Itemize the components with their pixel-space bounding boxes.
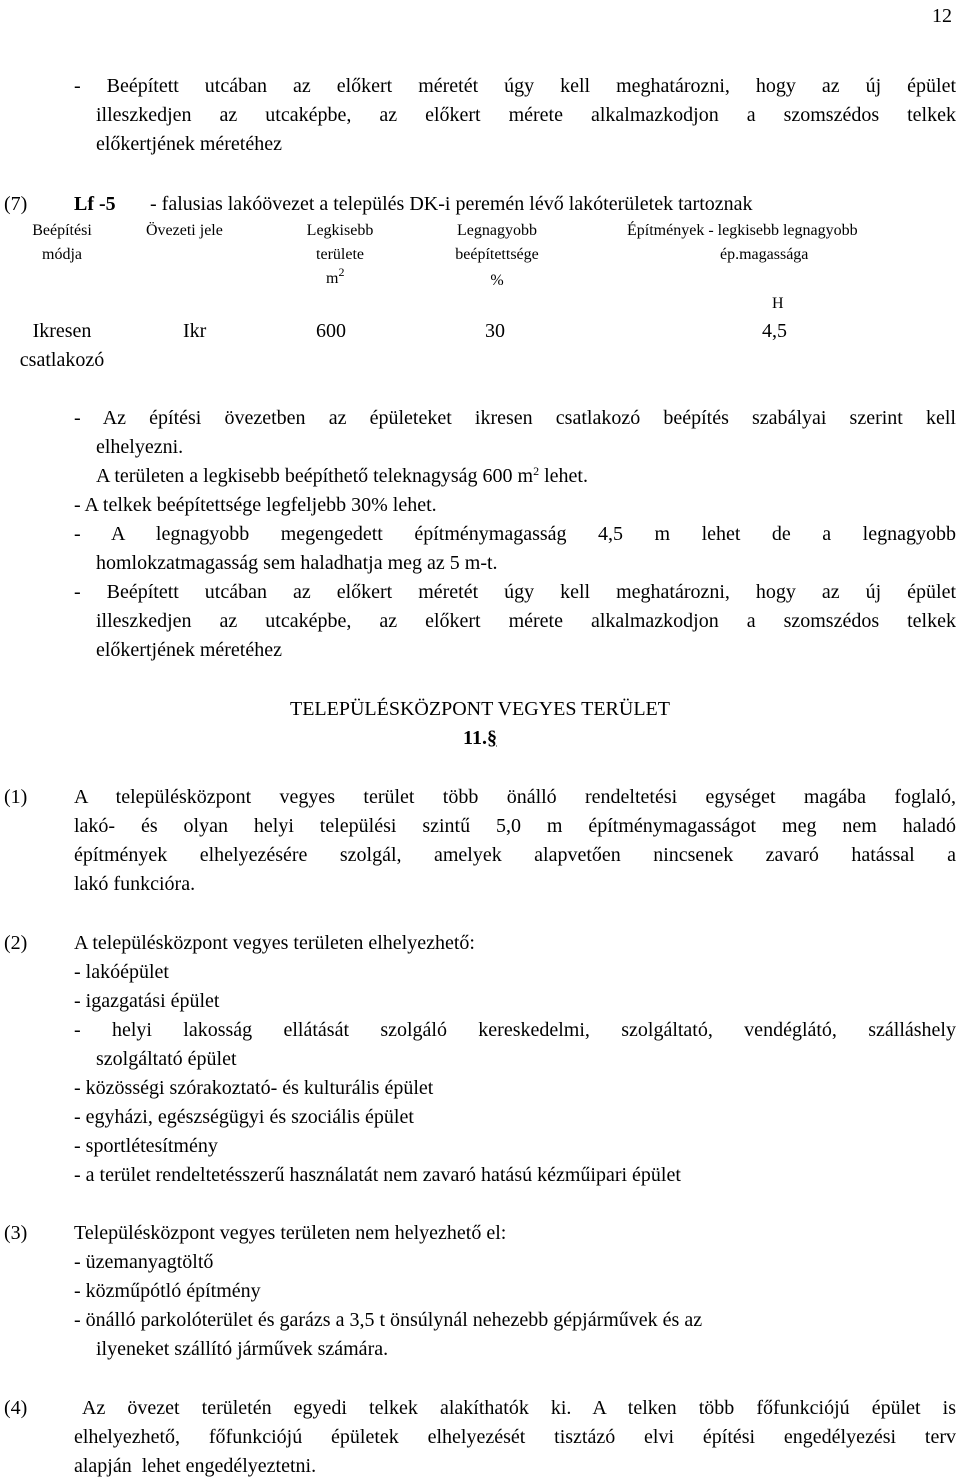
rule-2: A területen a legkisebb beépíthető teleknagyság 600 $m^2$ lehet.	[96, 464, 588, 487]
table-header-min-area-unit: $m^2$	[326, 265, 345, 287]
p3-number: (3)	[4, 1222, 28, 1244]
rule-1-line-1: - Az építési övezetben az épületeket ikresen csatlakozó beépítés szabályai szerint kell	[74, 407, 956, 429]
table-header-coverage-1: Legnagyobb	[457, 222, 537, 239]
zone-code: Lf -5	[74, 193, 116, 215]
table-header-min-area-2: területe	[316, 246, 364, 263]
p4-line-2: elhelyezhető, főfunkciójú épületek elhelyezését tisztázó elvi építési engedélyezési terv	[74, 1426, 956, 1448]
p2-item-1: - lakóépület	[74, 961, 169, 983]
p1-number: (1)	[4, 786, 28, 808]
p1-line-2: lakó- és olyan helyi települési szintű 5,0 m építménymagasságot meg nem haladó	[74, 815, 956, 837]
table-header-code: Övezeti jele	[146, 222, 223, 239]
zone-description: - falusias lakóövezet a település DK-i peremén lévő lakóterületek tartoznak	[150, 193, 753, 215]
p2-item-3-line-1: - helyi lakosság ellátását szolgáló kereskedelmi, szolgáltató, vendéglátó, szálláshely	[74, 1019, 956, 1041]
rule-5-line-3: előkertjének méretéhez	[96, 639, 282, 661]
p2-item-6: - sportlétesítmény	[74, 1135, 218, 1157]
p2-intro: A településközpont vegyes területen elhelyezhető:	[74, 932, 475, 954]
table-header-height-2: ép.magassága	[720, 246, 809, 263]
table-header-coverage-unit: %	[490, 272, 504, 289]
table-cell-height: 4,5	[762, 320, 787, 342]
p1-line-1: A településközpont vegyes terület több önálló rendeltetési egységet magába foglaló,	[74, 786, 956, 808]
rule-4-line-2: homlokzatmagasság sem haladhatja meg az 5 m-t.	[96, 552, 498, 574]
section-title: TELEPÜLÉSKÖZPONT VEGYES TERÜLET	[290, 698, 670, 720]
p3-intro: Településközpont vegyes területen nem helyezhető el:	[74, 1222, 507, 1244]
p2-item-2: - igazgatási épület	[74, 990, 220, 1012]
zone-number: (7)	[4, 193, 28, 215]
p4-number: (4)	[4, 1397, 28, 1419]
p4-line-3: alapján lehet engedélyeztetni.	[74, 1455, 317, 1477]
p2-item-4: - közösségi szórakoztató- és kulturális épület	[74, 1077, 434, 1099]
p3-item-2: - közműpótló építmény	[74, 1280, 261, 1302]
p1-line-3: építmények elhelyezésére szolgál, amelyek alapvetően nincsenek zavaró hatással a	[74, 844, 956, 866]
p2-item-3-line-2: szolgáltató épület	[96, 1048, 237, 1070]
table-header-mode-2: módja	[42, 246, 82, 263]
rule-4-line-1: - A legnagyobb megengedett építménymagasság 4,5 m lehet de a legnagyobb	[74, 523, 956, 545]
rule-3: - A telkek beépítettsége legfeljebb 30% lehet.	[74, 494, 437, 516]
rule-5-line-1: - Beépített utcában az előkert méretét úgy kell meghatározni, hogy az új épület	[74, 581, 956, 603]
table-header-height-1: Építmények - legkisebb legnagyobb	[627, 222, 858, 239]
table-header-mode-1: Beépítési	[32, 222, 92, 239]
section-number: 11.§	[463, 727, 497, 749]
table-cell-code: Ikr	[183, 320, 207, 342]
top-bullet-line-3: előkertjének méretéhez	[96, 133, 282, 155]
table-cell-mode-2: csatlakozó	[19, 349, 105, 371]
p2-item-5: - egyházi, egészségügyi és szociális épület	[74, 1106, 414, 1128]
top-bullet-line-2: illeszkedjen az utcaképbe, az előkert mérete alkalmazkodjon a szomszédos telkek	[96, 104, 956, 126]
p2-number: (2)	[4, 932, 28, 954]
p2-item-7: - a terület rendeltetésszerű használatát nem zavaró hatású kézműipari épület	[74, 1164, 681, 1186]
table-cell-max-coverage: 30	[485, 320, 505, 342]
page-number: 12	[932, 5, 952, 27]
top-bullet-line-1: - Beépített utcában az előkert méretét úgy kell meghatározni, hogy az új épület	[74, 75, 956, 97]
table-cell-mode-1: Ikresen	[32, 320, 92, 342]
rule-5-line-2: illeszkedjen az utcaképbe, az előkert mérete alkalmazkodjon a szomszédos telkek	[96, 610, 956, 632]
table-header-height-unit: H	[772, 295, 784, 312]
p3-item-3-line-2: ilyeneket szállító járművek számára.	[96, 1338, 389, 1360]
rule-1-line-2: elhelyezni.	[96, 436, 184, 458]
table-header-coverage-2: beépítettsége	[455, 246, 539, 263]
p1-line-4: lakó funkcióra.	[74, 873, 196, 895]
table-cell-min-area: 600	[316, 320, 346, 342]
table-header-min-area-1: Legkisebb	[306, 222, 374, 239]
p3-item-1: - üzemanyagtöltő	[74, 1251, 214, 1273]
p3-item-3-line-1: - önálló parkolóterület és garázs a 3,5 t önsúlynál nehezebb gépjárművek és az	[74, 1309, 703, 1331]
p4-line-1: Az övezet területén egyedi telkek alakíthatók ki. A telken több főfunkciójú épület is	[82, 1397, 956, 1419]
